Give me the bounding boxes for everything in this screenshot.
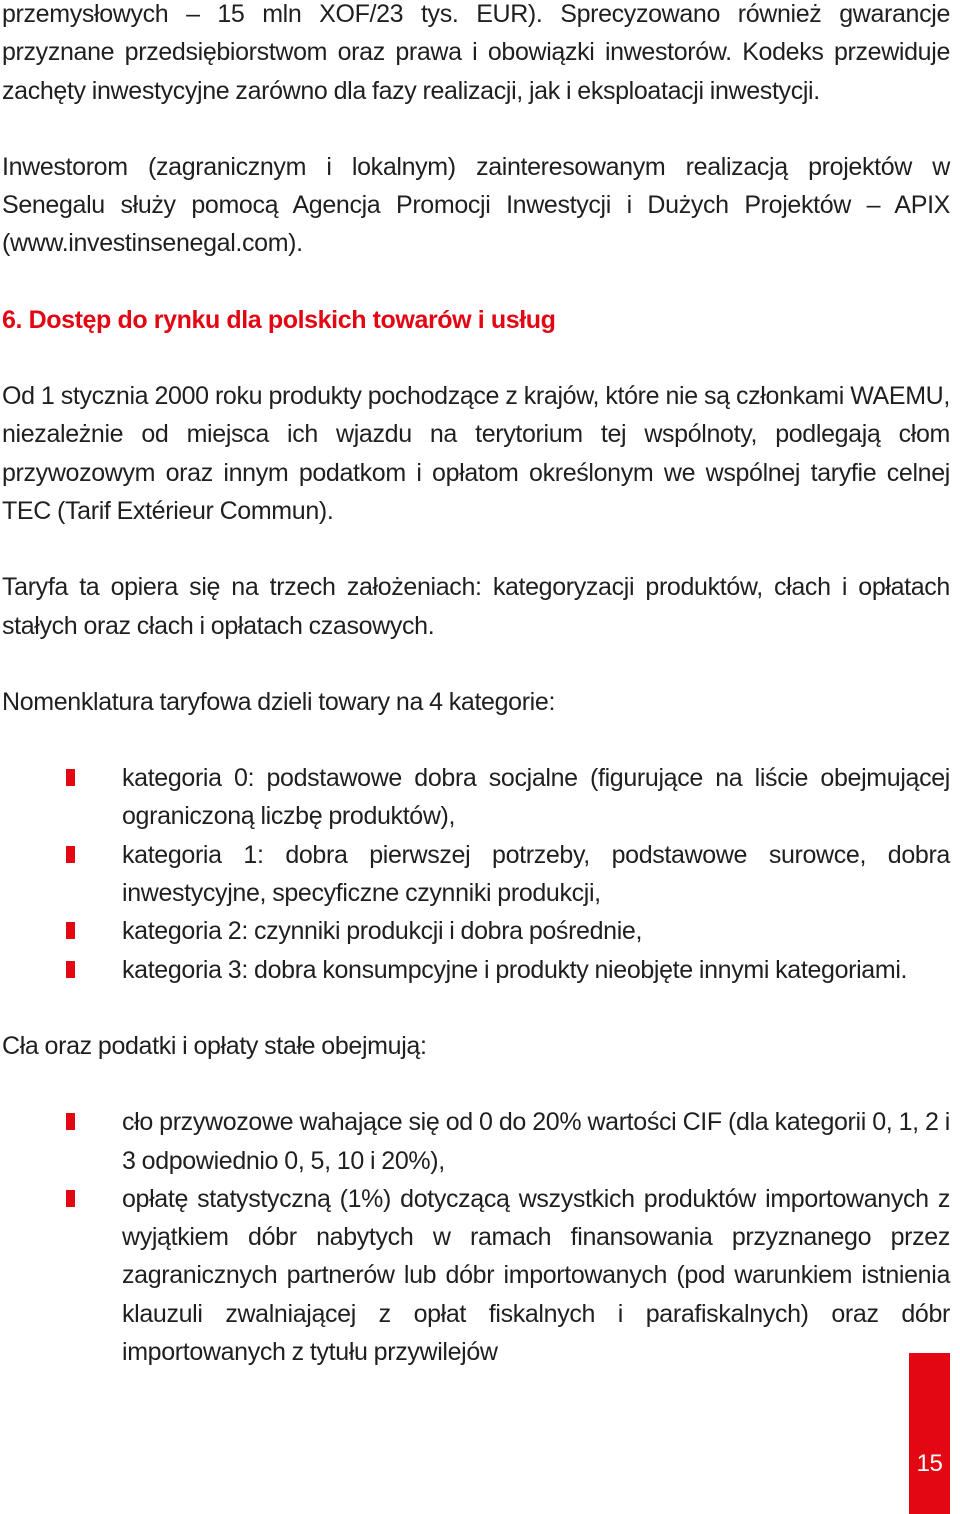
red-bullet-icon: [66, 1113, 75, 1130]
list-item: kategoria 2: czynniki produkcji i dobra pośrednie,: [2, 912, 950, 950]
list-item: opłatę statystyczną (1%) dotyczącą wszystkich produktów importowanych z wyjątkiem dóbr nabytych w ramach finansowania przyznanego przez zagranicznych partnerów lub dóbr importowanych (pod warunkiem istnienia klauzuli zwalniającej z opłat fiskalnych i parafiskalnych) oraz dóbr importowanych z tytułu przywilejów: [2, 1180, 950, 1371]
list-item: kategoria 0: podstawowe dobra socjalne (figurujące na liście obejmującej ograniczoną liczbę produktów),: [2, 759, 950, 836]
section-heading-market-access: 6. Dostęp do rynku dla polskich towarów i usług: [2, 305, 556, 334]
spacer: [2, 721, 950, 759]
spacer: [2, 339, 950, 377]
paragraph-duties-intro: Cła oraz podatki i opłaty stałe obejmują:: [2, 1031, 427, 1060]
spacer: [2, 110, 950, 148]
list-item: kategoria 1: dobra pierwszej potrzeby, podstawowe surowce, dobra inwestycyjne, specyficzne czynniki produkcji,: [2, 836, 950, 913]
paragraph-tariff-assumptions: Taryfa ta opiera się na trzech założeniach: kategoryzacji produktów, cłach i opłatach stałych oraz cłach i opłatach czasowych.: [2, 573, 950, 640]
spacer: [2, 1065, 950, 1103]
paragraph-apix-agency: Inwestorom (zagranicznym i lokalnym) zainteresowanym realizacją projektów w Senegalu służy pomocą Agencja Promocji Inwestycji i Dużych Projektów – APIX (www.investinsenegal.com).: [2, 152, 950, 258]
paragraph-investment-code-end: przemysłowych – 15 mln XOF/23 tys. EUR). Sprecyzowano również gwarancje przyznane przedsiębiorstwom oraz prawa i obowiązki inwestorów. Kodeks przewiduje zachęty inwestycyjne zarówno dla fazy realizacji, jak i eksploatacji inwestycji.: [2, 0, 950, 105]
spacer: [2, 989, 950, 1027]
red-bullet-icon: [66, 961, 75, 978]
list-item: cło przywozowe wahające się od 0 do 20% wartości CIF (dla kategorii 0, 1, 2 i 3 odpowiednio 0, 5, 10 i 20%),: [2, 1103, 950, 1180]
spacer: [2, 530, 950, 568]
red-bullet-icon: [66, 769, 75, 786]
list-item: kategoria 3: dobra konsumpcyjne i produkty nieobjęte innymi kategoriami.: [2, 951, 950, 989]
duties-list: [2, 1103, 950, 1371]
paragraph-nomenclature-intro: Nomenklatura taryfowa dzieli towary na 4 kategorie:: [2, 687, 556, 716]
page-content: [2, 0, 950, 1371]
red-bullet-icon: [66, 922, 75, 939]
page-number-tab: [909, 1353, 950, 1514]
spacer: [2, 263, 950, 301]
spacer: [2, 645, 950, 683]
paragraph-waemu-tariff: Od 1 stycznia 2000 roku produkty pochodzące z krajów, które nie są członkami WAEMU, niezależnie od miejsca ich wjazdu na terytorium tej wspólnoty, podlegają cłom przywozowym oraz innym podatkom i opłatom określonym we wspólnej taryfie celnej TEC (Tarif Extérieur Commun).: [2, 382, 950, 525]
red-bullet-icon: [66, 1190, 75, 1207]
red-bullet-icon: [66, 846, 75, 863]
page-number: 15: [916, 1450, 943, 1477]
category-list: [2, 759, 950, 989]
